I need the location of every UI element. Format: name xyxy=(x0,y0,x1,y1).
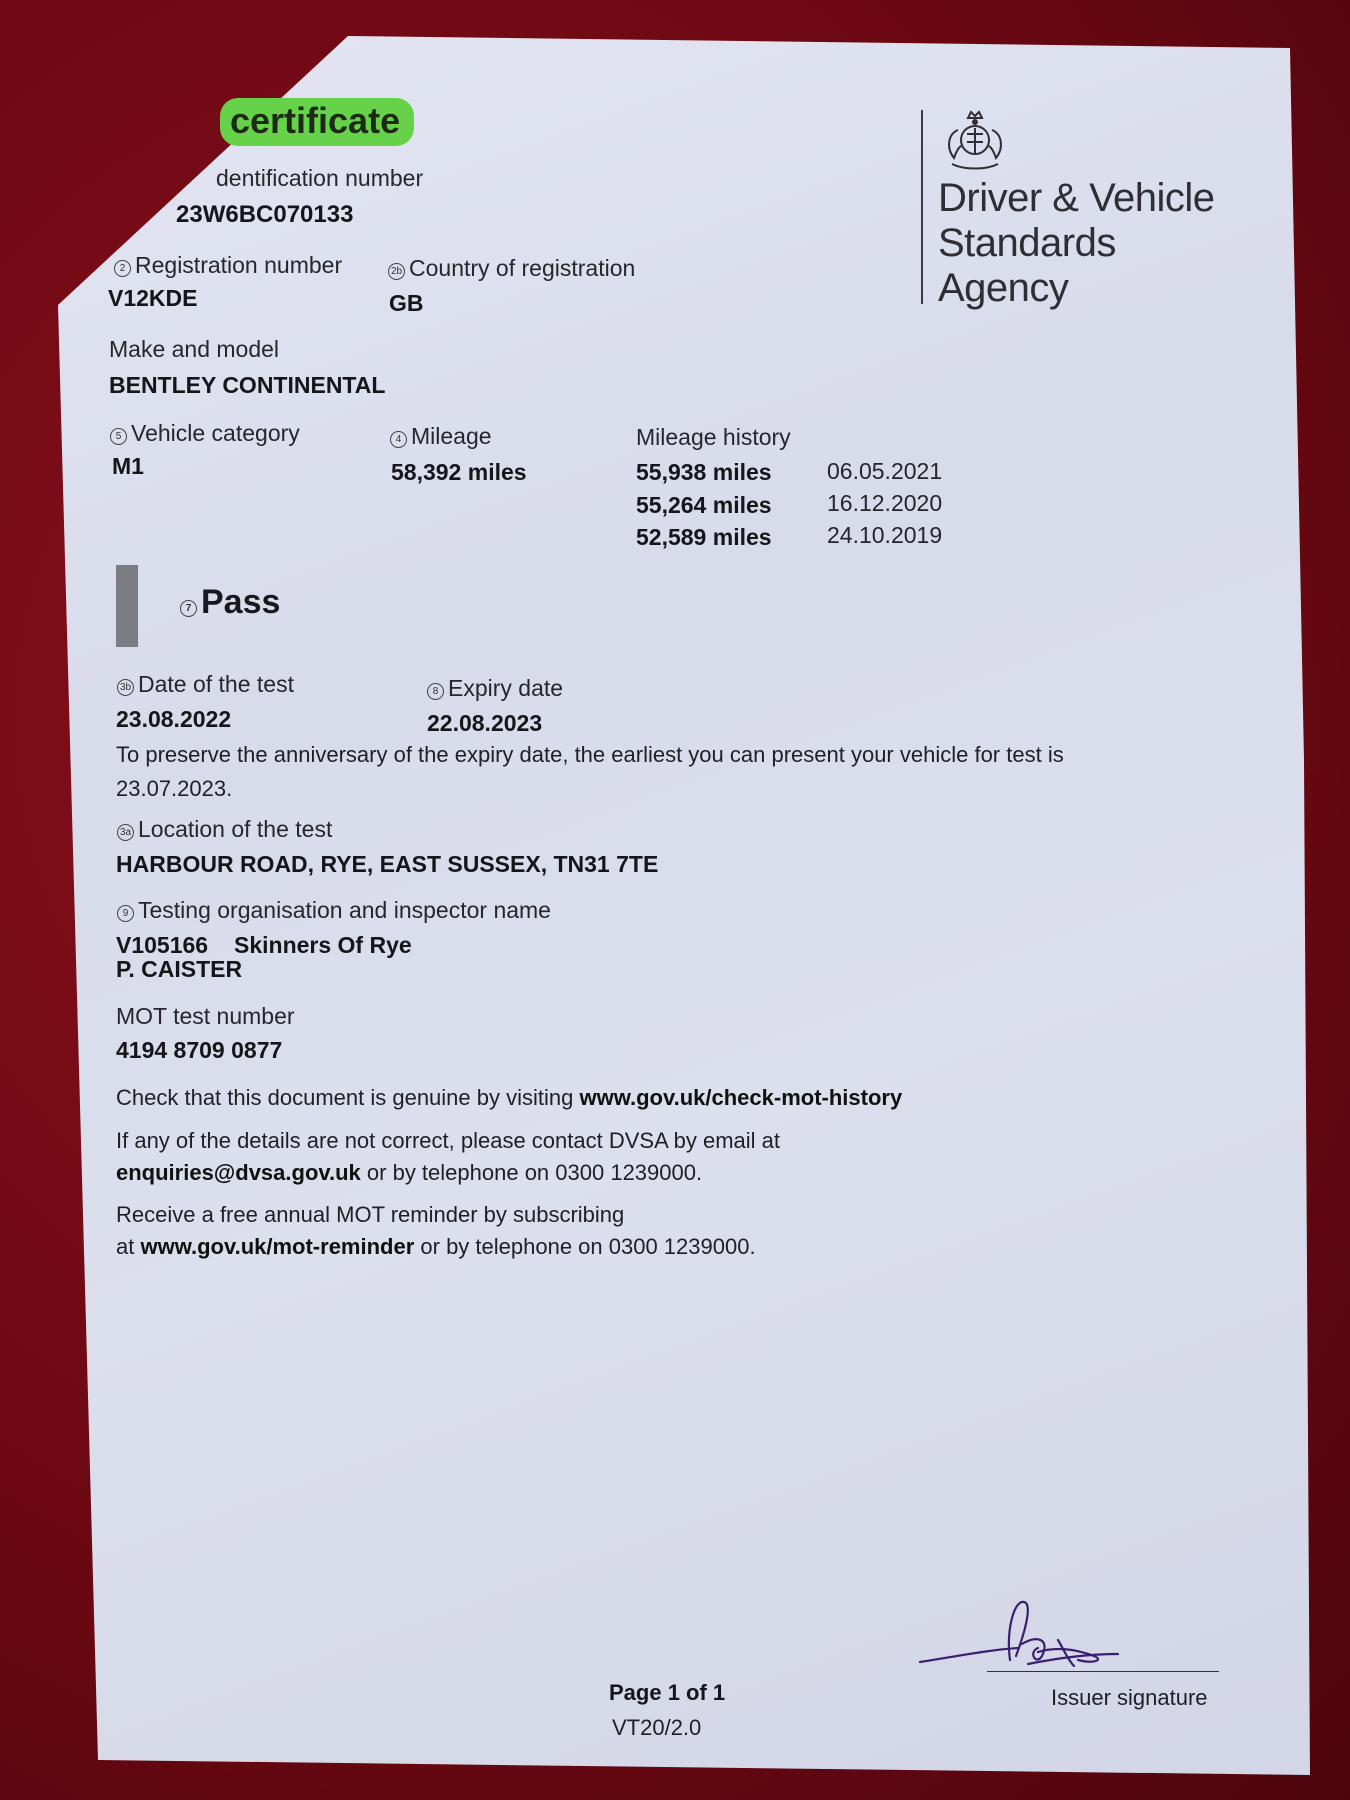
royal-crest-icon xyxy=(938,108,1012,174)
expiry-date-label xyxy=(427,675,563,702)
field-number-badge: 8 xyxy=(427,683,444,700)
check-genuine-prefix: Check that this document is genuine by visiting xyxy=(116,1085,580,1110)
registration-value: V12KDE xyxy=(108,285,198,311)
agency-name-line1: Driver & Vehicle xyxy=(938,176,1215,220)
contact-text-line1: If any of the details are not correct, please contact DVSA by email at xyxy=(116,1128,781,1153)
check-mot-history-link[interactable]: www.gov.uk/check-mot-history xyxy=(579,1085,903,1110)
mot-test-number-value: 4194 8709 0877 xyxy=(116,1037,283,1063)
check-genuine-text xyxy=(116,1085,902,1111)
mileage-history-label: Mileage history xyxy=(636,424,791,450)
anniversary-note-line1: To preserve the anniversary of the expiry date, the earliest you can present your vehicle for test is xyxy=(116,742,1064,767)
mileage-history-date: 16.12.2020 xyxy=(827,490,943,516)
field-number-badge: 7 xyxy=(180,600,197,617)
inspector-name: P. CAISTER xyxy=(116,956,243,982)
test-location-label-text: Location of the test xyxy=(138,816,333,842)
test-result-value: Pass xyxy=(201,583,281,621)
mileage-history-miles: 52,589 miles xyxy=(636,524,772,550)
organisation-name: Skinners Of Rye xyxy=(234,932,412,958)
page-number: Page 1 of 1 xyxy=(609,1680,726,1705)
testing-organisation-label xyxy=(117,897,551,924)
mot-reminder-link[interactable]: www.gov.uk/mot-reminder xyxy=(140,1234,415,1259)
vehicle-category-label xyxy=(110,420,300,447)
field-number-badge: 4 xyxy=(390,431,407,448)
reminder-text-line2 xyxy=(116,1234,756,1260)
reminder-prefix: at xyxy=(116,1234,141,1259)
mileage-value: 58,392 miles xyxy=(391,459,527,485)
test-result xyxy=(180,583,280,622)
expiry-date-label-text: Expiry date xyxy=(448,675,564,701)
reminder-text-line1: Receive a free annual MOT reminder by subscribing xyxy=(116,1202,625,1227)
test-date-label xyxy=(117,671,294,698)
field-number-badge: 2b xyxy=(388,263,405,280)
signature-line xyxy=(987,1671,1219,1672)
issuer-signature-label: Issuer signature xyxy=(1051,1685,1208,1710)
mileage-label xyxy=(390,423,492,450)
country-label-text: Country of registration xyxy=(409,255,636,281)
form-code: VT20/2.0 xyxy=(612,1715,702,1740)
field-number-badge: 9 xyxy=(117,905,134,922)
contact-text-line2 xyxy=(116,1160,702,1186)
mileage-history-miles: 55,264 miles xyxy=(636,492,772,518)
test-date-label-text: Date of the test xyxy=(138,671,294,697)
anniversary-note-line2: 23.07.2023. xyxy=(116,776,233,801)
result-status-bar xyxy=(116,565,138,647)
agency-name-line3: Agency xyxy=(938,266,1069,310)
make-model-value: BENTLEY CONTINENTAL xyxy=(109,372,386,398)
issuer-signature-mark xyxy=(918,1590,1168,1690)
testing-organisation-label-text: Testing organisation and inspector name xyxy=(138,897,551,923)
vehicle-category-label-text: Vehicle category xyxy=(131,420,300,446)
mileage-history-miles: 55,938 miles xyxy=(636,459,772,485)
field-number-badge: 2 xyxy=(114,260,131,277)
mileage-history-date: 24.10.2019 xyxy=(827,522,943,548)
registration-label-text: Registration number xyxy=(135,252,343,278)
mot-test-number-label: MOT test number xyxy=(116,1003,295,1029)
organisation-code: V105166 xyxy=(116,932,209,958)
certificate-title: certificate xyxy=(220,98,414,146)
agency-divider xyxy=(921,110,923,304)
field-number-badge: 3b xyxy=(117,679,134,696)
country-label xyxy=(388,255,635,282)
vehicle-category-value: M1 xyxy=(112,453,144,479)
vin-value: 23W6BC070133 xyxy=(176,201,354,228)
reminder-phone-text: or by telephone on 0300 1239000. xyxy=(414,1234,756,1259)
field-number-badge: 5 xyxy=(110,428,127,445)
mileage-history-date: 06.05.2021 xyxy=(827,458,943,484)
country-value: GB xyxy=(389,290,424,316)
mileage-label-text: Mileage xyxy=(411,423,492,449)
test-date-value: 23.08.2022 xyxy=(116,706,232,732)
make-model-label: Make and model xyxy=(109,336,280,362)
expiry-date-value: 22.08.2023 xyxy=(427,710,543,736)
vin-label: dentification number xyxy=(216,165,424,191)
dvsa-email-link[interactable]: enquiries@dvsa.gov.uk xyxy=(116,1160,361,1185)
registration-label xyxy=(114,252,342,279)
test-location-value: HARBOUR ROAD, RYE, EAST SUSSEX, TN31 7TE xyxy=(116,851,659,877)
test-location-label xyxy=(117,816,332,843)
field-number-badge: 3a xyxy=(117,824,134,841)
contact-phone-text: or by telephone on 0300 1239000. xyxy=(360,1160,703,1185)
agency-name-line2: Standards xyxy=(938,221,1116,265)
